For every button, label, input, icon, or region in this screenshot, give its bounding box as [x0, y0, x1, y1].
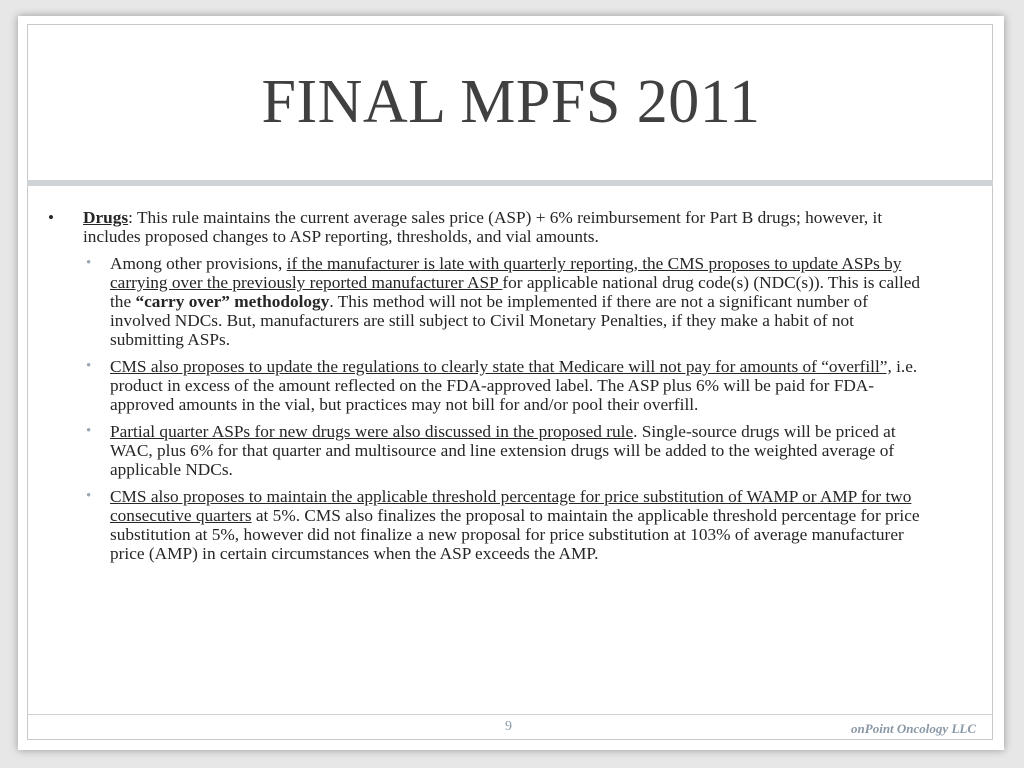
drugs-label: Drugs: [83, 208, 129, 227]
sub-bullet-marker: •: [86, 423, 92, 439]
sub3-post: . Single-source drugs will be priced at WAC, plus 6% for that quarter and multisource and line extension drugs will be added to the weighted average of applicable NDCs.: [110, 422, 896, 479]
slide-content: [48, 208, 928, 571]
bullet-drugs: [48, 208, 928, 246]
sub1-bold: “carry over” methodology: [135, 292, 330, 311]
sub3-underlined: Partial quarter ASPs for new drugs were also discussed in the proposed rule: [110, 422, 634, 441]
sub-bullet-carry-over: [48, 254, 928, 349]
sub1-pre: Among other provisions,: [110, 254, 287, 273]
slide-frame: [18, 16, 1004, 750]
page-number: 9: [505, 719, 512, 734]
sub2-underlined: CMS also proposes to update the regulations to clearly state that Medicare will not pay for amounts of “overfill”,: [110, 357, 892, 376]
sub2-post: i.e. product in excess of the amount reflected on the FDA-approved label. The ASP plus 6% will be paid for FDA-approved amounts in the vial, but practices may not bill for and/or pool their overfill.: [110, 357, 918, 414]
drugs-text: : This rule maintains the current average sales price (ASP) + 6% reimbursement for Part B drugs; however, it includes proposed changes to ASP reporting, thresholds, and vial amounts.: [83, 208, 883, 246]
sub-bullet-partial-quarter: [48, 422, 928, 479]
slide-title: FINAL MPFS 2011: [261, 68, 761, 136]
sub4-post: at 5%. CMS also finalizes the proposal to maintain the applicable threshold percentage for price substitution at 5%, however did not finalize a new proposal for price substitution at 103% of average manufacturer price (AMP) in certain circumstances when the ASP exceeds the AMP.: [110, 506, 920, 563]
sub1-mid: for applicable national drug code(s) (NDC(s)). This is called the: [110, 273, 921, 311]
bullet-marker: •: [48, 208, 54, 227]
sub-bullet-marker: •: [86, 488, 92, 504]
footer-divider: [27, 714, 993, 715]
sub-bullet-marker: •: [86, 358, 92, 374]
footer-brand: onPoint Oncology LLC: [851, 721, 976, 736]
sub-bullet-overfill: [48, 357, 928, 414]
sub1-underlined: if the manufacturer is late with quarterly reporting, the CMS proposes to update ASPs by carrying over the previously reported manufacturer ASP: [110, 254, 902, 292]
sub1-post: . This method will not be implemented if there are not a significant number of involved NDCs. But, manufacturers are still subject to Civil Monetary Penalties, if they make a habit of not submitting ASPs.: [110, 292, 868, 349]
sub-bullet-marker: •: [86, 255, 92, 271]
title-divider: [27, 180, 993, 186]
sub-bullet-threshold: [48, 487, 928, 563]
sub4-underlined: CMS also proposes to maintain the applicable threshold percentage for price substitution of WAMP or AMP for two consecutive quarters: [110, 487, 912, 525]
